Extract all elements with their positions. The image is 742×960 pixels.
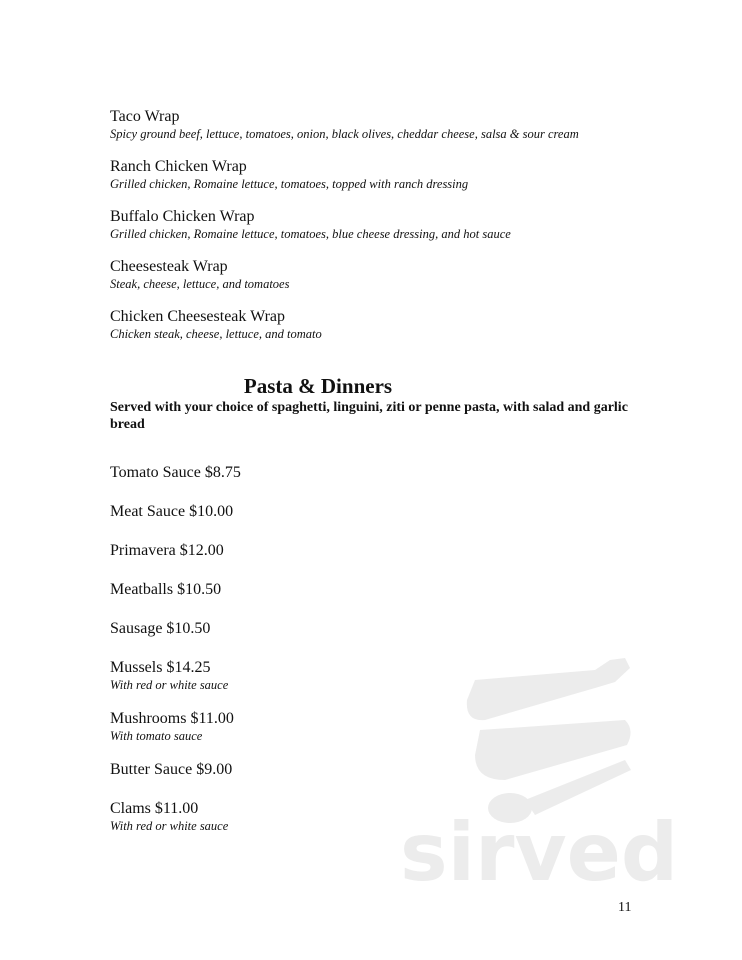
menu-item bbox=[110, 158, 630, 192]
menu-item bbox=[110, 620, 630, 638]
item-description: With red or white sauce bbox=[110, 819, 229, 833]
item-description: Grilled chicken, Romaine lettuce, tomatoes, blue cheese dressing, and hot sauce bbox=[110, 227, 511, 241]
item-name: Butter Sauce $9.00 bbox=[110, 761, 233, 778]
item-name: Ranch Chicken Wrap bbox=[110, 158, 247, 175]
item-name: Buffalo Chicken Wrap bbox=[110, 208, 255, 225]
item-name: Sausage $10.50 bbox=[110, 620, 211, 637]
item-description: With red or white sauce bbox=[110, 678, 229, 692]
menu-item bbox=[110, 464, 630, 482]
menu-item bbox=[110, 308, 630, 342]
menu-item bbox=[110, 710, 630, 744]
item-name: Mussels $14.25 bbox=[110, 659, 211, 676]
menu-item bbox=[110, 581, 630, 599]
menu-item bbox=[110, 761, 630, 779]
menu-item bbox=[110, 800, 630, 834]
menu-item bbox=[110, 108, 630, 142]
page-number: 11 bbox=[618, 900, 632, 915]
item-name: Taco Wrap bbox=[110, 108, 180, 125]
item-name: Tomato Sauce $8.75 bbox=[110, 464, 241, 481]
item-name: Cheesesteak Wrap bbox=[110, 258, 228, 275]
watermark-text: sirved bbox=[400, 806, 679, 890]
item-name: Chicken Cheesesteak Wrap bbox=[110, 308, 285, 325]
menu-item bbox=[110, 258, 630, 292]
item-description: With tomato sauce bbox=[110, 729, 203, 743]
section-heading: Pasta & Dinners bbox=[243, 374, 393, 398]
item-name: Clams $11.00 bbox=[110, 800, 199, 817]
pasta-list bbox=[110, 464, 630, 851]
menu-item bbox=[110, 542, 630, 560]
item-name: Meatballs $10.50 bbox=[110, 581, 222, 598]
menu-item bbox=[110, 659, 630, 693]
section-subtitle: Served with your choice of spaghetti, linguini, ziti or penne pasta, with salad and garlic bread bbox=[110, 400, 628, 432]
item-description: Spicy ground beef, lettuce, tomatoes, onion, black olives, cheddar cheese, salsa & sour cream bbox=[110, 127, 579, 141]
item-description: Grilled chicken, Romaine lettuce, tomatoes, topped with ranch dressing bbox=[110, 177, 469, 191]
item-description: Steak, cheese, lettuce, and tomatoes bbox=[110, 277, 290, 291]
item-description: Chicken steak, cheese, lettuce, and tomato bbox=[110, 327, 322, 341]
item-name: Mushrooms $11.00 bbox=[110, 710, 234, 727]
item-name: Meat Sauce $10.00 bbox=[110, 503, 234, 520]
menu-item bbox=[110, 208, 630, 242]
wraps-list bbox=[110, 108, 630, 358]
item-name: Primavera $12.00 bbox=[110, 542, 224, 559]
menu-item bbox=[110, 503, 630, 521]
